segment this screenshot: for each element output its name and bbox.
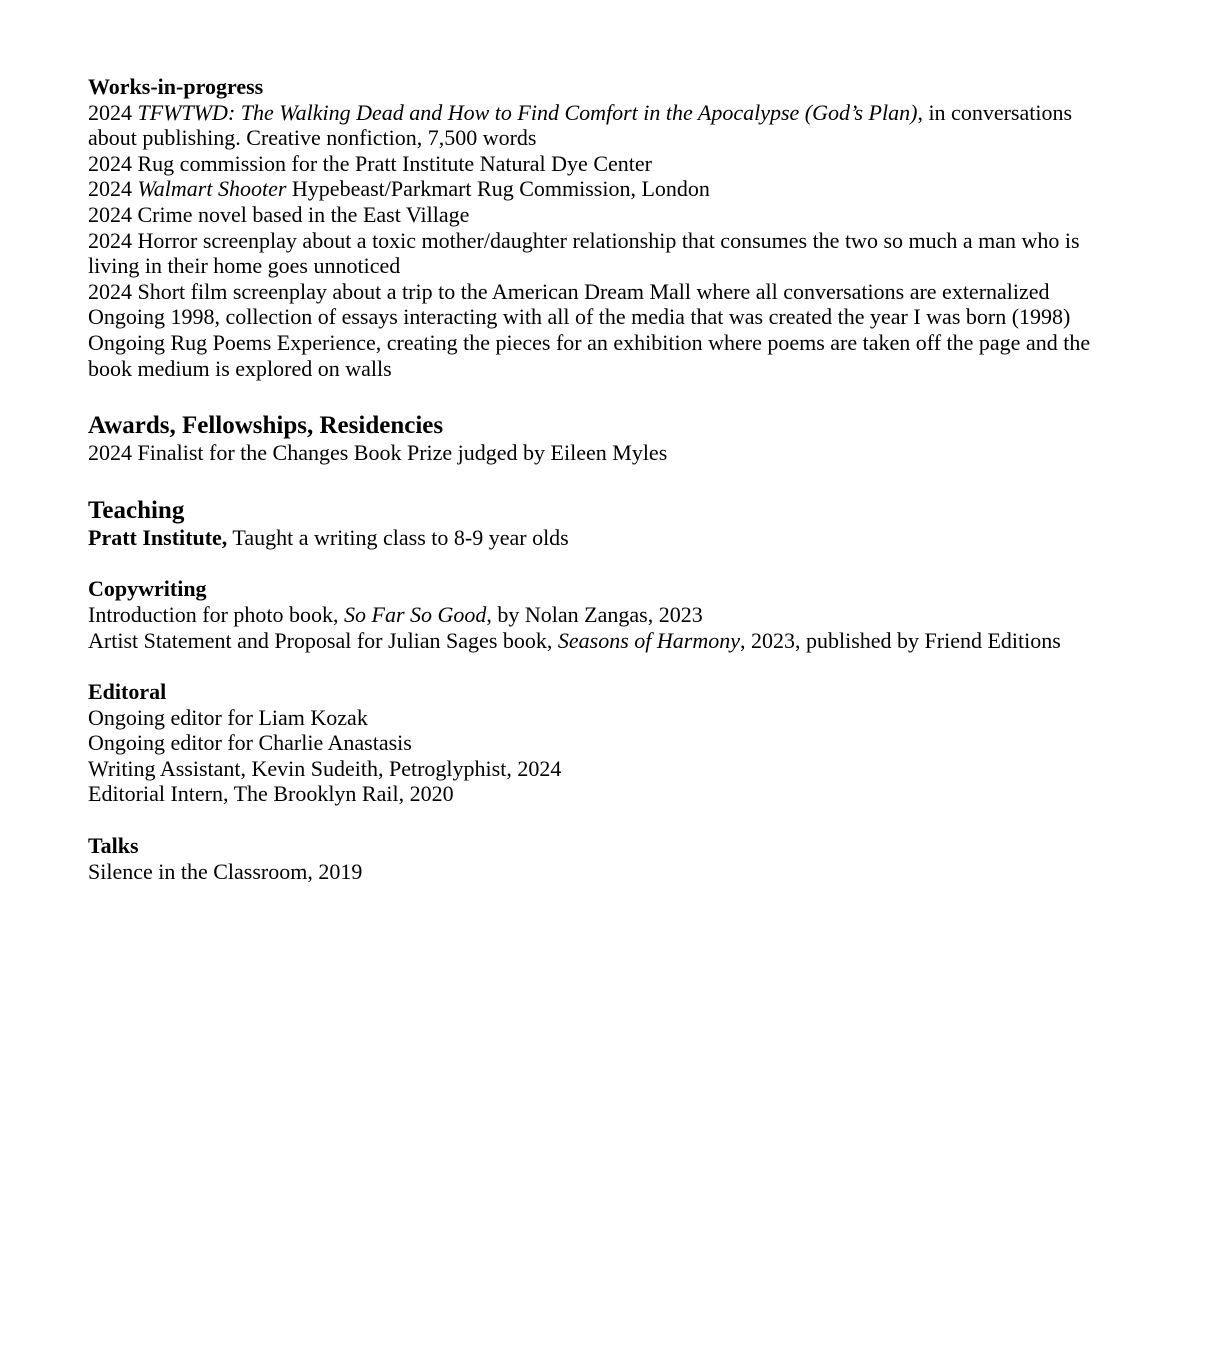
talks-section bbox=[88, 833, 1098, 884]
copywriting-item bbox=[88, 602, 1098, 628]
work-item: 2024 Horror screenplay about a toxic mother/daughter relationship that consumes the two so much a man who is living in their home goes unnoticed bbox=[88, 227, 1080, 279]
works-in-progress-heading: Works-in-progress bbox=[88, 74, 264, 99]
editorial-item: Editorial Intern, The Brooklyn Rail, 2020 bbox=[88, 781, 454, 807]
works-in-progress-section bbox=[88, 74, 1098, 381]
teaching-description: Taught a writing class to 8-9 year olds bbox=[227, 524, 569, 550]
copywriting-item-suffix: , by Nolan Zangas, 2023 bbox=[486, 601, 703, 627]
work-item-title: TFWTWD: The Walking Dead and How to Find Comfort in the Apocalypse (God’s Plan) bbox=[137, 99, 918, 125]
work-item: Ongoing Rug Poems Experience, creating the pieces for an exhibition where poems are taken off the page and the book medium is explored on walls bbox=[88, 329, 1091, 381]
work-item bbox=[88, 100, 1098, 151]
work-item-suffix: Hypebeast/Parkmart Rug Commission, London bbox=[286, 176, 710, 202]
work-item bbox=[88, 176, 1098, 202]
work-item-title: Walmart Shooter bbox=[137, 176, 287, 202]
copywriting-item-prefix: Introduction for photo book, bbox=[88, 601, 345, 627]
award-item: 2024 Finalist for the Changes Book Prize judged by Eileen Myles bbox=[88, 440, 668, 466]
editorial-item: Ongoing editor for Liam Kozak bbox=[88, 704, 368, 730]
copywriting-item bbox=[88, 628, 1098, 654]
awards-section bbox=[88, 411, 1098, 466]
teaching-item bbox=[88, 525, 1098, 551]
talks-heading: Talks bbox=[88, 833, 139, 859]
work-item: 2024 Rug commission for the Pratt Institute Natural Dye Center bbox=[88, 150, 652, 176]
work-item-suffix: , in conversations about publishing. Creative nonfiction, 7,500 words bbox=[88, 99, 1073, 151]
editorial-item: Ongoing editor for Charlie Anastasis bbox=[88, 730, 412, 756]
copywriting-section bbox=[88, 576, 1098, 653]
editorial-item: Writing Assistant, Kevin Sudeith, Petroglyphist, 2024 bbox=[88, 755, 562, 781]
copywriting-item-suffix: , 2023, published by Friend Editions bbox=[740, 627, 1061, 653]
teaching-section bbox=[88, 496, 1098, 551]
editorial-section bbox=[88, 679, 1098, 807]
work-item: 2024 Crime novel based in the East Village bbox=[88, 201, 470, 227]
copywriting-item-title: Seasons of Harmony bbox=[557, 627, 740, 653]
teaching-heading: Teaching bbox=[88, 496, 185, 524]
awards-heading: Awards, Fellowships, Residencies bbox=[88, 412, 444, 440]
work-item: Ongoing 1998, collection of essays interacting with all of the media that was created the year I was born (1998) bbox=[88, 304, 1071, 330]
copywriting-heading: Copywriting bbox=[88, 576, 207, 602]
copywriting-item-title: So Far So Good bbox=[344, 601, 487, 627]
teaching-institution: Pratt Institute, bbox=[88, 524, 228, 550]
cv-document bbox=[88, 74, 1098, 884]
copywriting-item-prefix: Artist Statement and Proposal for Julian Sages book, bbox=[88, 627, 558, 653]
work-item-prefix: 2024 bbox=[88, 176, 138, 202]
work-item-prefix: 2024 bbox=[88, 99, 138, 125]
talk-item: Silence in the Classroom, 2019 bbox=[88, 858, 363, 884]
work-item: 2024 Short film screenplay about a trip to the American Dream Mall where all conversations are externalized bbox=[88, 278, 1050, 304]
editorial-heading: Editoral bbox=[88, 679, 167, 705]
